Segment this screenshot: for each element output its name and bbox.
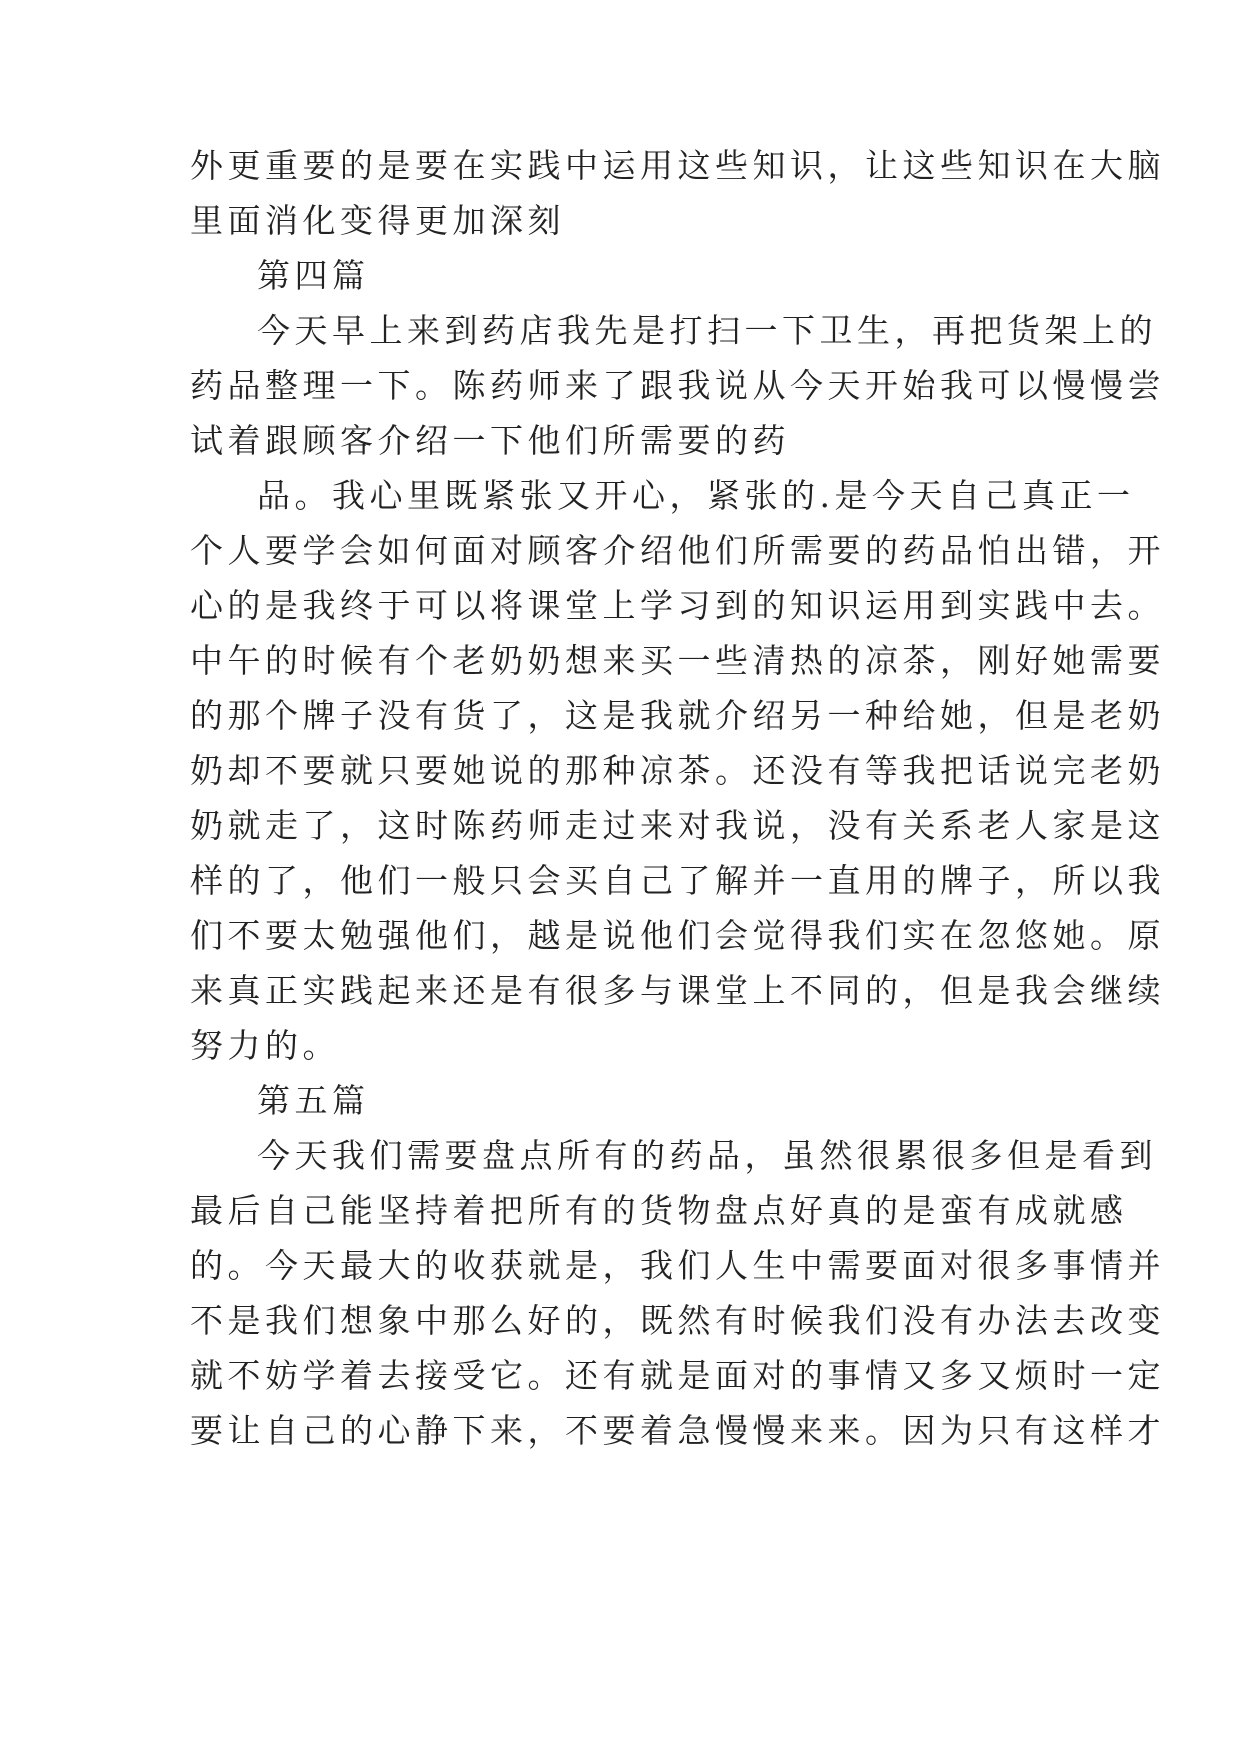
text-line: 心的是我终于可以将课堂上学习到的知识运用到实践中去。: [190, 586, 1165, 625]
text-line: 就不妨学着去接受它。还有就是面对的事情又多又烦时一定: [190, 1356, 1165, 1395]
text-line: 品。我心里既紧张又开心，紧张的.是今天自己真正一: [257, 476, 1135, 515]
text-line: 里面消化变得更加深刻: [190, 201, 565, 240]
text-line: 中午的时候有个老奶奶想来买一些清热的凉茶，刚好她需要: [190, 641, 1165, 680]
section-heading: 第四篇: [257, 256, 370, 295]
text-line: 试着跟顾客介绍一下他们所需要的药: [190, 421, 790, 460]
text-line: 样的了，他们一般只会买自己了解并一直用的牌子，所以我: [190, 861, 1165, 900]
text-line: 奶就走了，这时陈药师走过来对我说，没有关系老人家是这: [190, 806, 1165, 845]
text-line: 今天早上来到药店我先是打扫一下卫生，再把货架上的: [257, 311, 1157, 350]
text-line: 外更重要的是要在实践中运用这些知识，让这些知识在大脑: [190, 146, 1165, 185]
section-heading: 第五篇: [257, 1081, 370, 1120]
text-line: 今天我们需要盘点所有的药品，虽然很累很多但是看到: [257, 1136, 1157, 1175]
text-line: 要让自己的心静下来，不要着急慢慢来来。因为只有这样才: [190, 1411, 1165, 1450]
text-line: 们不要太勉强他们，越是说他们会觉得我们实在忽悠她。原: [190, 916, 1165, 955]
text-line: 来真正实践起来还是有很多与课堂上不同的，但是我会继续: [190, 971, 1165, 1010]
text-line: 个人要学会如何面对顾客介绍他们所需要的药品怕出错，开: [190, 531, 1165, 570]
text-line: 奶却不要就只要她说的那种凉茶。还没有等我把话说完老奶: [190, 751, 1165, 790]
text-line: 的那个牌子没有货了，这是我就介绍另一种给她，但是老奶: [190, 696, 1165, 735]
text-line: 努力的。: [190, 1026, 340, 1065]
text-line: 最后自己能坚持着把所有的货物盘点好真的是蛮有成就感: [190, 1191, 1128, 1230]
text-line: 不是我们想象中那么好的，既然有时候我们没有办法去改变: [190, 1301, 1165, 1340]
text-line: 的。今天最大的收获就是，我们人生中需要面对很多事情并: [190, 1246, 1165, 1285]
text-line: 药品整理一下。陈药师来了跟我说从今天开始我可以慢慢尝: [190, 366, 1165, 405]
